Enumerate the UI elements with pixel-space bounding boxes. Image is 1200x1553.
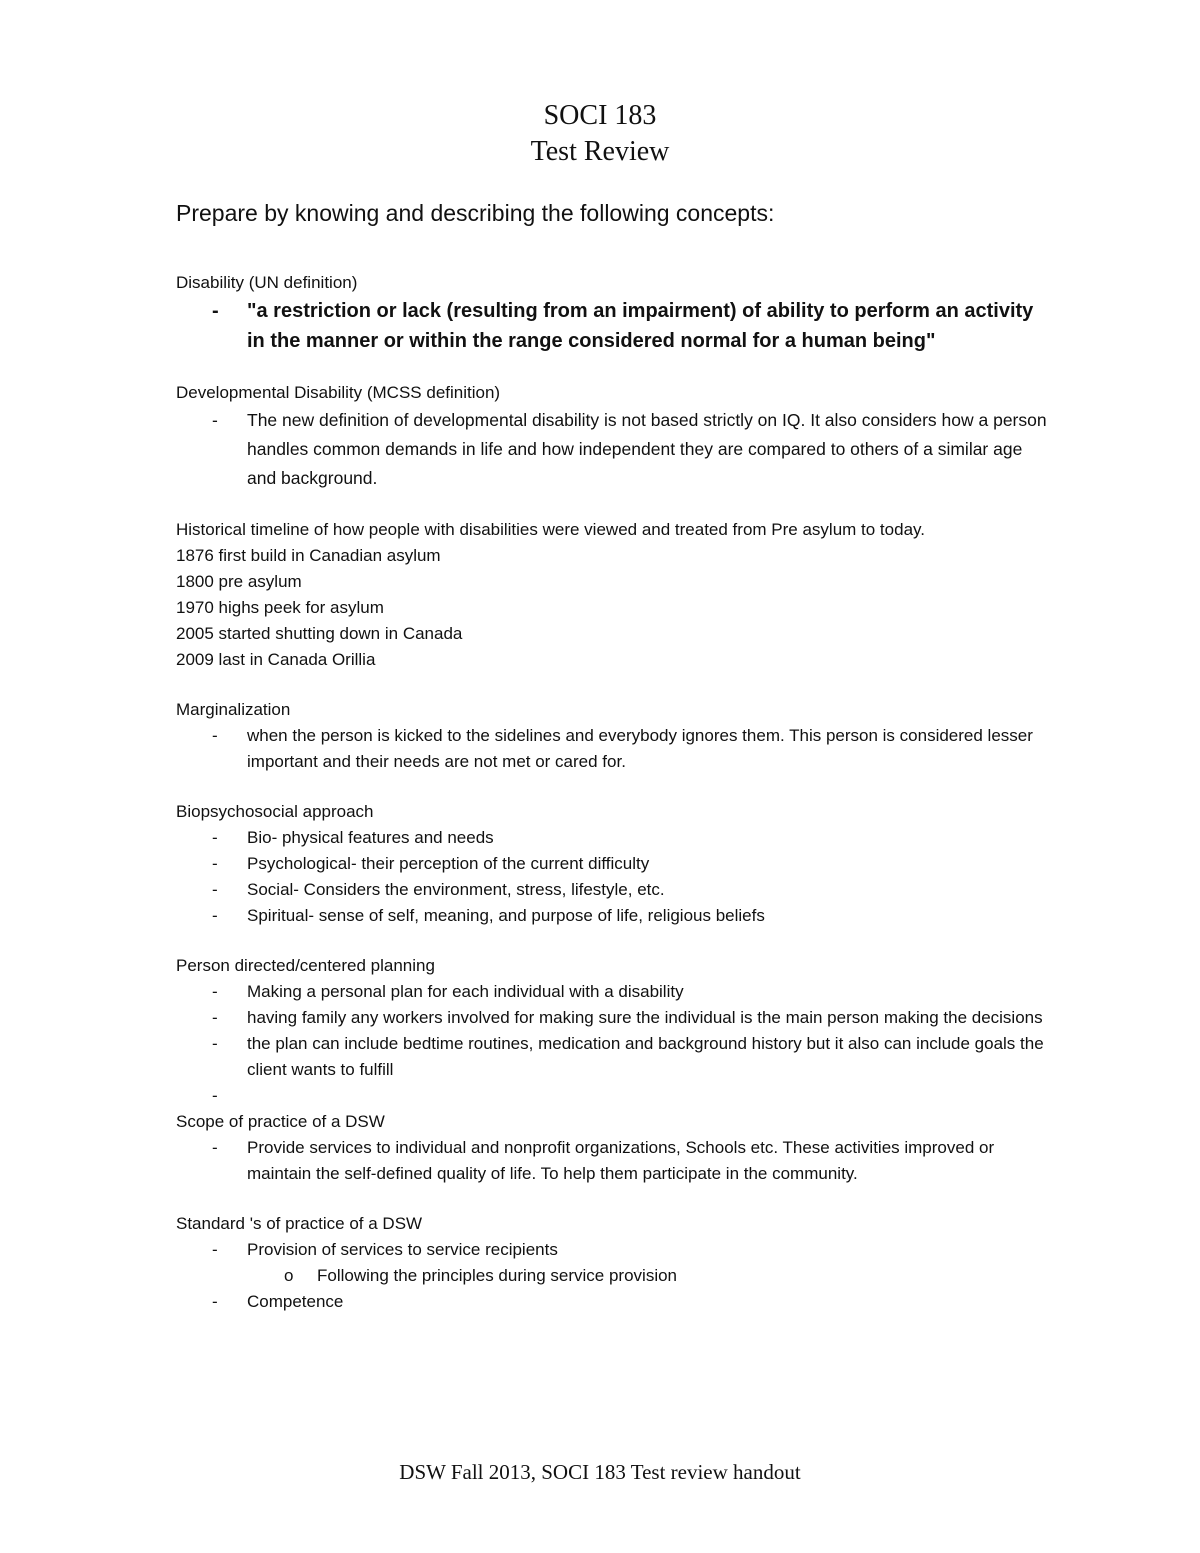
section-heading: Developmental Disability (MCSS definition) bbox=[176, 383, 501, 402]
course-title: SOCI 183 bbox=[543, 100, 657, 131]
list-item bbox=[176, 1005, 1056, 1031]
section-marginalization bbox=[176, 697, 1056, 775]
list-item-text: having family any workers involved for making sure the individual is the main person making the decisions bbox=[247, 1008, 1043, 1027]
dash-marker: - bbox=[212, 880, 218, 899]
list-item-text: The new definition of developmental disability is not based strictly on IQ. It also considers how a person handles common demands in life and how independent they are compared to others of a similar age and background. bbox=[247, 410, 1047, 488]
sub-bullet-marker: o bbox=[284, 1266, 294, 1285]
timeline-entry: 1970 highs peek for asylum bbox=[176, 598, 384, 617]
page-footer: DSW Fall 2013, SOCI 183 Test review handout bbox=[399, 1460, 801, 1484]
page-subtitle: Test Review bbox=[530, 136, 670, 167]
section-heading: Person directed/centered planning bbox=[176, 956, 435, 975]
section-historical-timeline bbox=[176, 517, 1056, 673]
list-item bbox=[176, 1031, 1056, 1083]
timeline-entry: 2009 last in Canada Orillia bbox=[176, 650, 376, 669]
section-disability bbox=[176, 270, 1056, 356]
section-heading: Marginalization bbox=[176, 700, 291, 719]
list-item bbox=[176, 979, 1056, 1005]
sub-list-item-text: Following the principles during service provision bbox=[317, 1266, 678, 1285]
timeline-entry: 1800 pre asylum bbox=[176, 572, 302, 591]
sub-list-item bbox=[176, 1263, 1056, 1289]
dash-marker: - bbox=[212, 410, 218, 430]
section-heading: Biopsychosocial approach bbox=[176, 802, 374, 821]
list-item-text: Making a personal plan for each individual with a disability bbox=[247, 982, 684, 1001]
list-item bbox=[176, 406, 1056, 493]
dash-marker: - bbox=[212, 1292, 218, 1311]
list-item-text: the plan can include bedtime routines, medication and background history but it also can include goals the client wants to fulfill bbox=[247, 1034, 1044, 1079]
dash-marker: - bbox=[212, 1008, 218, 1027]
dash-marker: - bbox=[212, 828, 218, 847]
list-item bbox=[176, 1135, 1056, 1187]
list-item bbox=[176, 1237, 1056, 1263]
document-body bbox=[176, 198, 1056, 1339]
dash-marker: - bbox=[212, 726, 218, 745]
list-item bbox=[176, 723, 1056, 775]
list-item bbox=[176, 903, 1056, 929]
section-scope-of-practice bbox=[176, 1109, 1056, 1187]
list-item-text: Competence bbox=[247, 1292, 344, 1311]
section-developmental-disability bbox=[176, 380, 1056, 493]
dash-marker: - bbox=[212, 1240, 218, 1259]
list-item-text: Psychological- their perception of the current difficulty bbox=[247, 854, 650, 873]
list-item-text: Provide services to individual and nonprofit organizations, Schools etc. These activities improved or maintain the self-defined quality of life. To help them participate in the community. bbox=[247, 1138, 995, 1183]
list-item-text: "a restriction or lack (resulting from an impairment) of ability to perform an activity in the manner or within the range considered normal for a human being" bbox=[247, 300, 1034, 352]
dash-marker: - bbox=[212, 854, 218, 873]
section-person-directed-planning bbox=[176, 953, 1056, 1109]
dash-marker: - bbox=[212, 906, 218, 925]
section-heading: Standard 's of practice of a DSW bbox=[176, 1214, 423, 1233]
dash-marker: - bbox=[212, 1034, 218, 1053]
list-item-empty bbox=[176, 1083, 1056, 1109]
section-heading: Scope of practice of a DSW bbox=[176, 1112, 385, 1131]
section-standards-of-practice bbox=[176, 1211, 1056, 1315]
list-item bbox=[176, 825, 1056, 851]
timeline-entry: 1876 first build in Canadian asylum bbox=[176, 546, 441, 565]
list-item bbox=[176, 851, 1056, 877]
list-item-text: when the person is kicked to the sidelines and everybody ignores them. This person is considered lesser important and their needs are not met or cared for. bbox=[247, 726, 1033, 771]
dash-marker: - bbox=[212, 982, 218, 1001]
list-item-text: Provision of services to service recipients bbox=[247, 1240, 558, 1259]
list-item bbox=[176, 877, 1056, 903]
intro-text: Prepare by knowing and describing the following concepts: bbox=[176, 200, 775, 226]
timeline-entry: 2005 started shutting down in Canada bbox=[176, 624, 463, 643]
dash-marker: - bbox=[212, 300, 219, 322]
section-heading: Disability (UN definition) bbox=[176, 273, 358, 292]
list-item bbox=[176, 296, 1056, 356]
list-item-text: Bio- physical features and needs bbox=[247, 828, 494, 847]
list-item-text: Social- Considers the environment, stress, lifestyle, etc. bbox=[247, 880, 665, 899]
list-item bbox=[176, 1289, 1056, 1315]
section-biopsychosocial bbox=[176, 799, 1056, 929]
list-item-text: Spiritual- sense of self, meaning, and purpose of life, religious beliefs bbox=[247, 906, 765, 925]
dash-marker: - bbox=[212, 1138, 218, 1157]
section-heading: Historical timeline of how people with disabilities were viewed and treated from Pre asylum to today. bbox=[176, 520, 925, 539]
dash-marker: - bbox=[212, 1086, 218, 1105]
